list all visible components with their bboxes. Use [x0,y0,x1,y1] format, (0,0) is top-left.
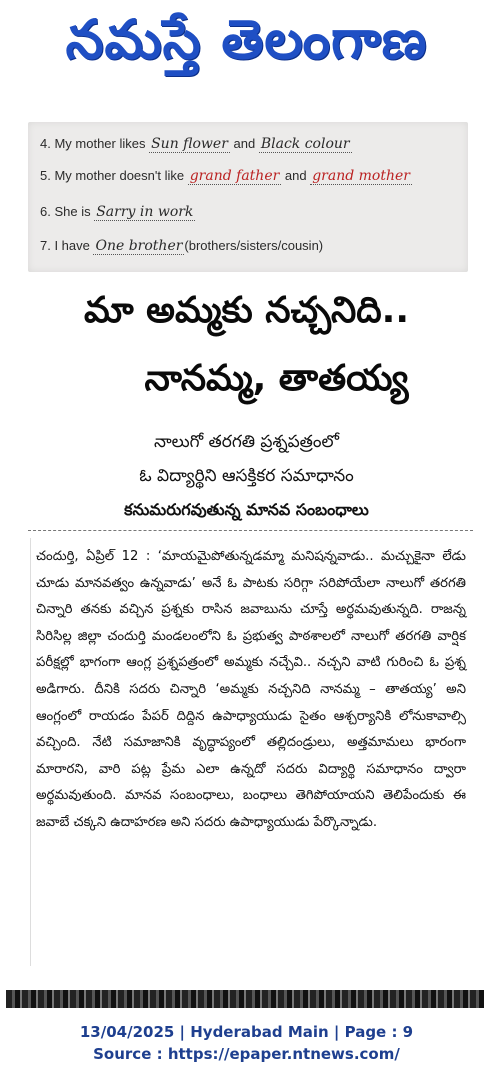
article-body: చందుర్తి, ఏప్రిల్ 12 : ‘మాయమైపోతున్నడమ్మా మనిషన్నవాడు.. మచ్చుకైనా లేడు చూడు మానవత్వం ఉన్నవాడు’ అనే ఓ పాటకు సరిగ్గా సరిపోయేలా నాలుగో తరగతి చిన్నారి తనకు వచ్చిన ప్రశ్నకు రాసిన జవాబును చూస్తే అర్థమవుతున్నది. రాజన్న సిరిసిల్ల జిల్లా చందుర్తి మండలంలోని ఓ ప్రభుత్వ పాఠశాలలో నాలుగో తరగతి వార్షిక పరీక్షల్లో భాగంగా ఆంగ్ల ప్రశ్నపత్రంలో అమ్మకు నచ్చేవి.. నచ్చని వాటి గురించి ఓ ప్రశ్న అడిగారు. దీనికి సదరు చిన్నారి ‘అమ్మకు నచ్చనిది నానమ్మ – తాతయ్య’ అని ఆంగ్లంలో రాయడం పేపర్ దిద్దిన ఉపాధ్యాయుడు సైతం ఆశ్చర్యానికి లోనుకావాల్సి వచ్చింది. నేటి సమాజానికి వృద్ధాప్యంలో తల్లిదండ్రులు, అత్తమామలు భారంగా మారారని, వారి పట్ల ప్రేమ ఎలా ఉన్నదో సదరు విద్యార్థి సమాధానం ద్వారా అర్థమవుతుంది. మానవ సంబంధాలు, బంధాలు తెగిపోయాయని తెలిపేందుకు ఈ జవాబే చక్కని ఉదాహరణ అని సదరు ఉపాధ్యాయుడు పేర్కొన్నాడు. [36,549,466,830]
newspaper-logo-title: నమస్తే తెలంగాణ [65,7,428,71]
divider [28,530,473,531]
headline-line-1: మా అమ్మకు నచ్చనిది.. [83,290,409,331]
worksheet-line-4: 4. My mother likes Sun flower and Black colour [40,136,350,152]
headline-line-2: నానమ్మ, తాతయ్య [144,358,409,399]
subheadline-2: ఓ విద్యార్థిని ఆసక్తికర సమాధానం [139,466,354,486]
worksheet-photo [28,122,468,272]
subheadline-1: నాలుగో తరగతి ప్రశ్నపత్రంలో [153,432,340,452]
worksheet-line-7: 7. I have One brother (brothers/sisters/cousin) [40,238,324,254]
column-rule [30,538,31,966]
masthead [0,0,493,92]
subheadline-3: కనుమరుగవుతున్న మానవ సంబంధాలు [124,500,369,519]
next-article-photo-strip [6,990,484,1008]
footer-date-edition: 13/04/2025 | Hyderabad Main | Page : 9 [79,1023,414,1041]
worksheet-line-6: 6. She is Sarry in work [40,204,194,220]
footer-source: Source : https://epaper.ntnews.com/ [93,1045,400,1063]
worksheet-line-5: 5. My mother doesn't like grand father and grand mother [40,168,410,184]
